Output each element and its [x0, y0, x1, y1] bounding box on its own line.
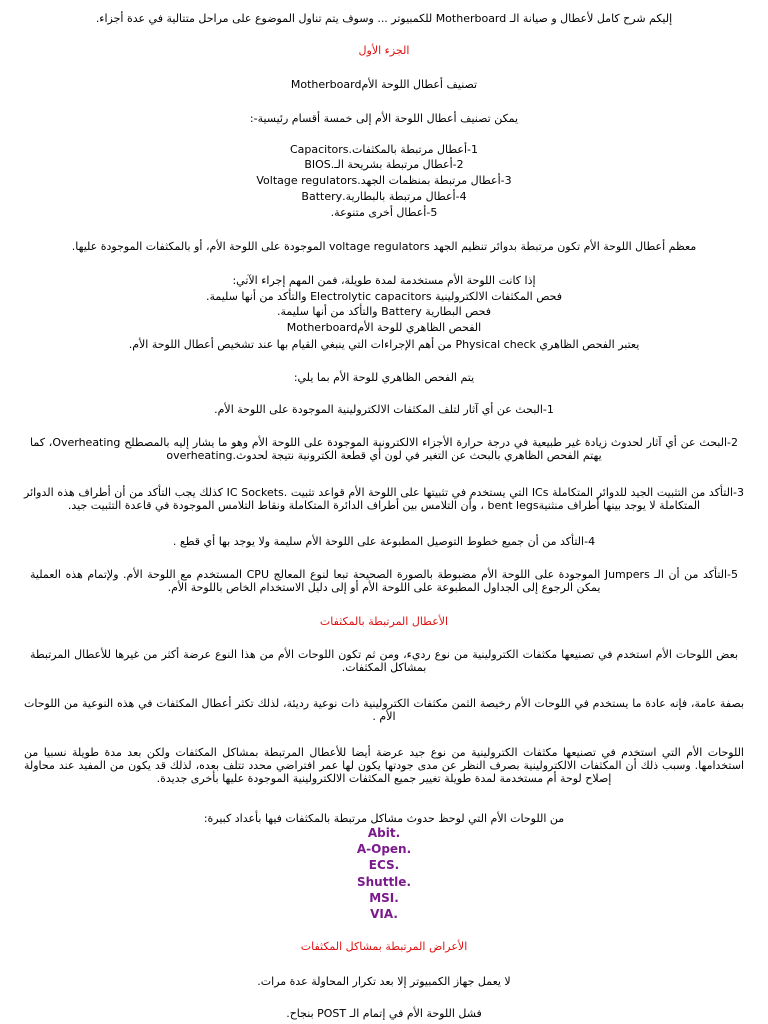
- check-item-2: 2-البحث عن أي آثار لحدوث زيادة غير طبيعية في درجة حرارة الأجزاء الالكترونية الموجودة على اللوحة الأم وهو ما يشار إليه بالمصطلح Overheating، كما يهتم الفحص الظاهري بالبحث عن التغير في لون أي قطعة الكترونية نتيجة لحدوث.overheating: [30, 436, 738, 462]
- brand-item: A-Open.: [356, 842, 412, 856]
- capacitor-paragraph-3: اللوحات الأم التي استخدم في تصنيعها مكثفات الكترولينية من نوع جيد عرضة أيضا للأعطال المرتبطة بمشاكل المكثفات ولكن بعد مدة طويلة نسبيا من استخدامها. وسبب ذلك أن المكثفات الالكترولينية بصرف النظر عن مدى جودتها يكون لها عمر افتراضي محدد تتلف بعده، لذلك قد يكون من المفيد عند محاولة إصلاح لوحة أم مستخدمة لمدة طويلة تغيير جميع المكثفات الالكترولينية الموجودة عليها بأخرى جديدة.: [24, 746, 744, 785]
- brand-item: ECS.: [368, 858, 400, 872]
- category-item-4: 4-أعطال مرتبطة بالبطارية.Battery: [301, 190, 467, 203]
- symptom-item-1: لا يعمل جهاز الكمبيوتر إلا بعد تكرار المحاولة عدة مرات.: [257, 975, 511, 988]
- classification-title: تصنيف أعطال اللوحة الأمMotherboard: [290, 78, 478, 91]
- brand-item: MSI.: [369, 891, 399, 905]
- category-item-5: 5-أعطال أخرى متنوعة.: [330, 206, 438, 219]
- old-board-intro: إذا كانت اللوحة الأم مستخدمة لمدة طويلة، فمن المهم إجراء الآتي:: [232, 274, 536, 287]
- old-board-step-4: يعتبر الفحص الظاهري Physical check من أهم الإجراءات التي ينبغي القيام بها عند تشخيص أعطال اللوحة الأم.: [128, 338, 640, 351]
- category-item-1: 1-أعطال مرتبطة بالمكثفات.Capacitors: [289, 143, 479, 156]
- check-item-5: 5-التأكد من أن الـ Jumpers الموجودة على اللوحة الأم مضبوطة بالصورة الصحيحة تبعا لنوع المعالج CPU المستخدم مع اللوحة الأم. ولإتمام هذه العملية يمكن الرجوع إلى الجداول المطبوعة على اللوحة الأم أو إلى دليل الاستخدام الخاص باللوحة الأم.: [30, 568, 739, 594]
- capacitor-paragraph-1: بعض اللوحات الأم استخدم في تصنيعها مكثفات الكترولينية من نوع رديء، ومن ثم تكون اللوحات الأم من هذا النوع عرضة أكثر من غيرها للأعطال المرتبطة بمشاكل المكثفات.: [30, 648, 738, 674]
- brand-item: VIA.: [370, 907, 398, 921]
- capacitor-paragraph-2: بصفة عامة، فإنه عادة ما يستخدم في اللوحات الأم رخيصة الثمن مكثفات الكترولينية ذات نوعية رديئة، لذلك تكثر أعطال المكثفات في هذه النوعية من اللوحات الأم .: [24, 697, 744, 723]
- classification-intro: يمكن تصنيف أعطال اللوحة الأم إلى خمسة أقسام رئيسية-:: [249, 112, 519, 125]
- most-faults-paragraph: معظم أعطال اللوحة الأم تكون مرتبطة بدوائر تنظيم الجهد voltage regulators الموجودة على اللوحة الأم، أو بالمكثفات الموجودة عليها.: [71, 240, 697, 253]
- brands-intro: من اللوحات الأم التي لوحظ حدوث مشاكل مرتبطة بالمكثفات فيها بأعداد كبيرة:: [203, 812, 565, 825]
- old-board-step-2: فحص البطارية Battery والتأكد من أنها سليمة.: [276, 305, 492, 318]
- intro-line: إليكم شرح كامل لأعطال و صيانة الـ Motherboard للكمبيوتر ... وسوف يتم تناول الموضوع على مراحل متتالية في عدة أجزاء.: [95, 12, 673, 25]
- check-item-1: 1-البحث عن أي آثار لتلف المكثفات الالكترولينية الموجودة على اللوحة الأم.: [214, 403, 554, 416]
- physical-check-intro: يتم الفحص الظاهري للوحة الأم بما يلي:: [293, 371, 475, 384]
- old-board-step-3: الفحص الظاهري للوحة الأمMotherboard: [286, 321, 482, 334]
- symptom-item-2: فشل اللوحة الأم في إتمام الـ POST بنجاح.: [286, 1007, 482, 1020]
- category-item-2: 2-أعطال مرتبطة بشريحة الـ.BIOS: [304, 158, 464, 171]
- check-item-4: 4-التأكد من أن جميع خطوط التوصيل المطبوعة على اللوحة الأم سليمة ولا يوجد بها أي قطع .: [172, 535, 596, 548]
- category-item-3: 3-أعطال مرتبطة بمنظمات الجهد.Voltage regulators: [256, 174, 512, 187]
- part-one-heading: الجزء الأول: [358, 44, 410, 57]
- symptoms-heading: الأعراض المرتبطة بمشاكل المكثفات: [300, 940, 468, 953]
- brand-item: Shuttle.: [356, 875, 411, 889]
- capacitor-faults-heading: الأعطال المرتبطة بالمكثفات: [319, 615, 449, 628]
- old-board-step-1: فحص المكثفات الالكترولينية Electrolytic capacitors والتأكد من أنها سليمة.: [205, 290, 563, 303]
- brand-item: Abit.: [367, 826, 401, 840]
- check-item-3: 3-التأكد من التثبيت الجيد للدوائر المتكاملة ICs التي يستخدم في تثبيتها على اللوحة الأم قواعد تثبيت .IC Sockets كذلك يجب التأكد من أن أطراف هذه الدوائر المتكاملة لا يوجد بينها أطراف منثنيةbent legs ، وأن التلامس بين أطراف الدائرة المتكاملة ونقاط التلامس الموجودة في قاعدة التثبيت جيد.: [24, 486, 744, 512]
